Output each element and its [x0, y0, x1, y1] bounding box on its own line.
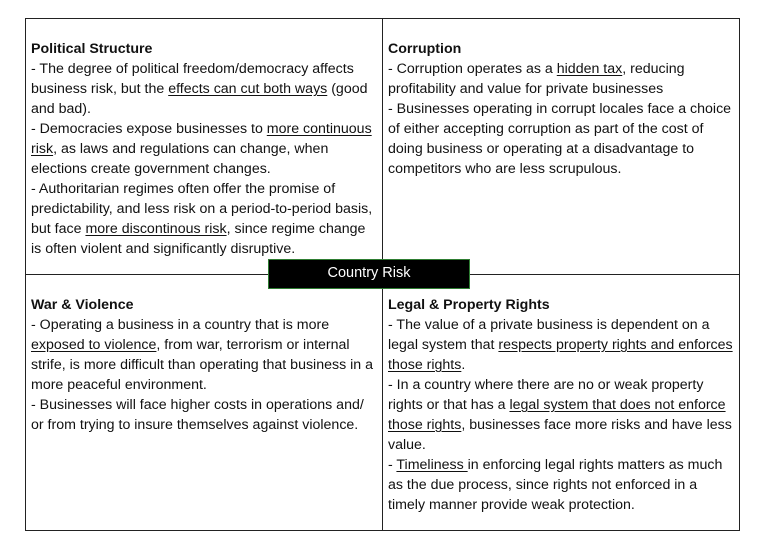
center-label-country-risk: Country Risk — [268, 259, 470, 289]
underlined-phrase: more continuous risk — [31, 121, 372, 157]
text-run: , from war, terrorism or internal strife, is more difficult than operating that business in a more peaceful environment. — [31, 337, 373, 393]
bullet-paragraph — [388, 455, 733, 515]
text-run: , since regime change is often violent and significantly disruptive. — [31, 221, 366, 257]
bullet-paragraph — [31, 119, 376, 179]
underlined-phrase: hidden tax — [556, 61, 623, 77]
text-run: , businesses face more risks and have less value. — [388, 417, 732, 453]
quadrant-title: Corruption — [388, 41, 462, 57]
text-run: - — [388, 457, 397, 473]
quadrant-body — [31, 59, 376, 259]
text-run: - The degree of political freedom/democracy affects business risk, but the — [31, 61, 354, 97]
text-run: - Democracies expose businesses to — [31, 121, 267, 137]
bullet-paragraph — [388, 99, 733, 179]
quadrant-legal-property-rights — [382, 274, 740, 531]
underlined-phrase: exposed to violence — [31, 337, 157, 353]
text-run: - Operating a business in a country that is more — [31, 317, 330, 333]
quadrant-political-structure — [25, 18, 383, 275]
text-run: , as laws and regulations can change, when elections create government changes. — [31, 141, 329, 177]
text-run: , reducing profitability and value for private businesses — [388, 61, 685, 97]
quadrant-title: Legal & Property Rights — [388, 297, 550, 313]
quadrant-corruption — [382, 18, 740, 275]
text-run: - Corruption operates as a — [388, 61, 557, 77]
quadrant-war-violence — [25, 274, 383, 531]
text-run: . — [461, 357, 466, 373]
text-run: - Authoritarian regimes often offer the promise of predictability, and less risk on a period-to-period basis, but face — [31, 181, 373, 237]
bullet-paragraph — [31, 179, 376, 259]
bullet-paragraph — [388, 375, 733, 455]
quadrant-body — [388, 315, 733, 515]
bullet-paragraph — [31, 59, 376, 119]
text-run: (good and bad). — [31, 81, 368, 117]
bullet-paragraph — [388, 59, 733, 99]
bullet-paragraph — [388, 315, 733, 375]
bullet-paragraph — [31, 315, 376, 395]
bullet-paragraph — [31, 395, 376, 435]
underlined-phrase: legal system that does not enforce those rights — [388, 397, 726, 433]
underlined-phrase: more discontinous risk — [85, 221, 227, 237]
underlined-phrase: respects property rights and enforces those rights — [388, 337, 733, 373]
quadrant-body — [31, 315, 376, 435]
quadrant-body — [388, 59, 733, 179]
underlined-phrase: effects can cut both ways — [168, 81, 328, 97]
text-run: - The value of a private business is dependent on a legal system that — [388, 317, 710, 353]
text-run: - Businesses operating in corrupt locales face a choice of either accepting corruption as part of the cost of doing business or operating at a disadvantage to competitors who are less scrupulous. — [388, 101, 732, 177]
quadrant-title: Political Structure — [31, 41, 153, 57]
text-run: - In a country where there are no or weak property rights or that has a — [388, 377, 704, 413]
text-run: in enforcing legal rights matters as much as the due process, since rights not enforced in a timely manner provide weak protection. — [388, 457, 723, 513]
text-run: - Businesses will face higher costs in operations and/ or from trying to insure themselves against violence. — [31, 397, 364, 433]
quadrant-title: War & Violence — [31, 297, 134, 313]
underlined-phrase: Timeliness — [396, 457, 468, 473]
